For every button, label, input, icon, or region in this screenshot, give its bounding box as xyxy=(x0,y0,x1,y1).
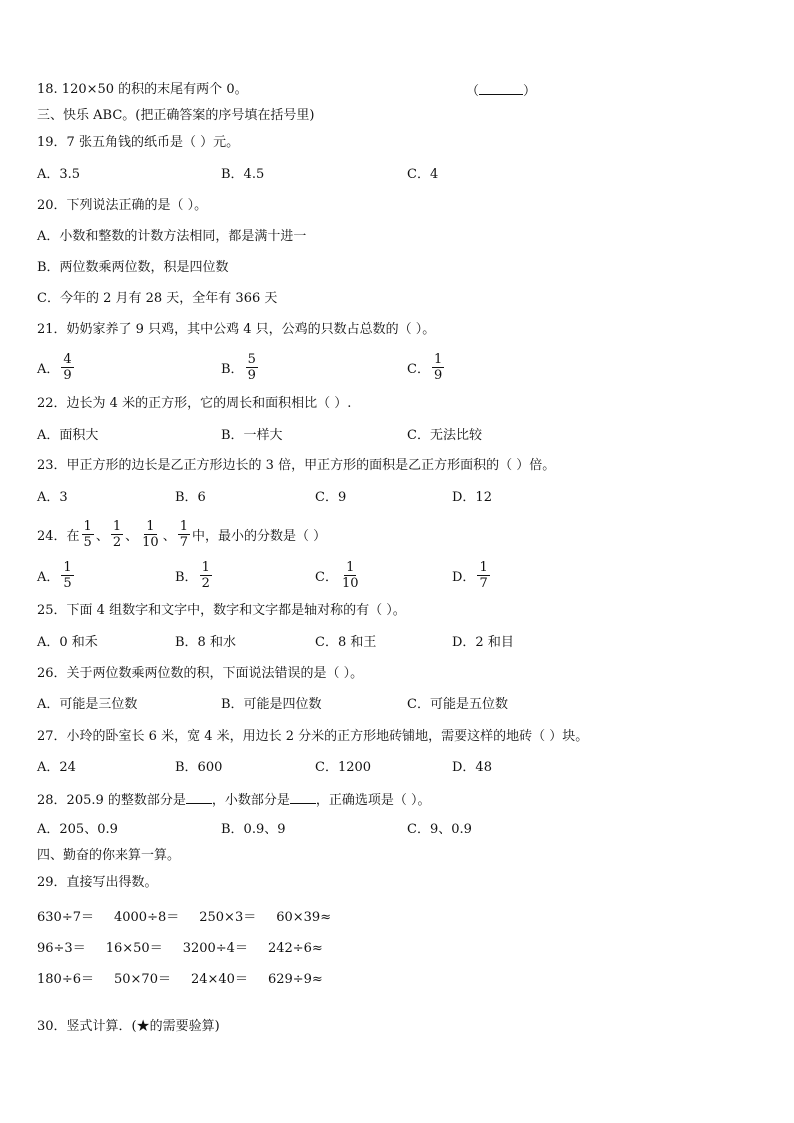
fraction: $\frac{1}{7}$ xyxy=(479,559,488,591)
fraction: $\frac{5}{9}$ xyxy=(247,351,256,383)
fraction: $\frac{1}{7}$ xyxy=(179,518,188,550)
calc-item: 250×3＝ xyxy=(199,910,257,925)
q21-option-b[interactable]: B． $\frac{5}{9}$ xyxy=(221,351,256,383)
calc-item: 24×40＝ xyxy=(190,972,248,987)
fraction: $\frac{1}{10}$ xyxy=(341,559,359,591)
q29-row-2 xyxy=(37,937,343,956)
q27-stem: 27．小玲的卧室长 6 米，宽 4 米，用边长 2 分米的正方形地砖铺地，需要这样的地砖（ ）块。 xyxy=(37,729,589,744)
q25-option-b[interactable]: B．8 和水 xyxy=(175,635,236,650)
q25-option-a[interactable]: A．0 和禾 xyxy=(37,635,98,650)
q29-row-3 xyxy=(37,968,343,987)
q23-option-a[interactable]: A．3 xyxy=(37,490,68,505)
q24-option-a[interactable]: A． $\frac{1}{5}$ xyxy=(37,559,72,591)
calc-item: 60×39≈ xyxy=(276,910,332,925)
q19-stem: 19．7 张五角钱的纸币是（ ）元。 xyxy=(37,135,240,150)
q22-option-b[interactable]: B．一样大 xyxy=(221,428,283,443)
q28-option-b[interactable]: B．0.9、9 xyxy=(221,822,286,837)
q20-option-b[interactable]: B．两位数乘两位数，积是四位数 xyxy=(37,260,229,275)
calc-item: 180÷6＝ xyxy=(37,972,94,987)
q21-option-c[interactable]: C． $\frac{1}{9}$ xyxy=(407,351,443,383)
q18-text: 18. 120×50 的积的末尾有两个 0。 xyxy=(37,82,248,97)
fraction: $\frac{1}{2}$ xyxy=(201,559,210,591)
q21-option-a[interactable]: A． $\frac{4}{9}$ xyxy=(37,351,72,383)
q24-option-c[interactable]: C． $\frac{1}{10}$ xyxy=(315,559,359,591)
q20-stem: 20．下列说法正确的是（ ）。 xyxy=(37,198,208,213)
q21-stem: 21．奶奶家养了 9 只鸡，其中公鸡 4 只，公鸡的只数占总数的（ ）。 xyxy=(37,322,436,337)
q25-stem: 25．下面 4 组数字和文字中，数字和文字都是轴对称的有（ ）。 xyxy=(37,603,406,618)
q30-stem: 30．竖式计算．(★的需要验算) xyxy=(37,1019,220,1034)
q23-option-c[interactable]: C．9 xyxy=(315,490,347,505)
q24-option-d[interactable]: D． $\frac{1}{7}$ xyxy=(452,559,488,591)
calc-item: 242÷6≈ xyxy=(267,941,323,956)
q29-row-1 xyxy=(37,906,351,925)
q25-option-d[interactable]: D．2 和目 xyxy=(452,635,514,650)
q22-option-c[interactable]: C．无法比较 xyxy=(407,428,482,443)
fraction: $\frac{1}{9}$ xyxy=(433,351,443,383)
q24-option-b[interactable]: B． $\frac{1}{2}$ xyxy=(175,559,210,591)
q27-option-d[interactable]: D．48 xyxy=(452,760,492,775)
fraction: $\frac{1}{5}$ xyxy=(63,559,72,591)
q26-stem: 26．关于两位数乘两位数的积，下面说法错误的是（ ）。 xyxy=(37,666,364,681)
q23-option-b[interactable]: B．6 xyxy=(175,490,206,505)
q26-option-b[interactable]: B．可能是四位数 xyxy=(221,697,322,712)
calc-item: 50×70＝ xyxy=(113,972,171,987)
fraction: $\frac{1}{10}$ xyxy=(142,518,159,550)
calc-item: 16×50＝ xyxy=(105,941,163,956)
q20-option-c[interactable]: C．今年的 2 月有 28 天，全年有 366 天 xyxy=(37,291,278,306)
question-18 xyxy=(37,82,248,98)
q23-stem: 23．甲正方形的边长是乙正方形边长的 3 倍，甲正方形的面积是乙正方形面积的（ ）倍。 xyxy=(37,458,556,473)
q28-integer-blank[interactable] xyxy=(186,791,212,804)
q26-option-c[interactable]: C．可能是五位数 xyxy=(407,697,508,712)
q28-option-c[interactable]: C．9、0.9 xyxy=(407,822,472,837)
calc-item: 630÷7＝ xyxy=(37,910,94,925)
calc-item: 629÷9≈ xyxy=(267,972,323,987)
calc-item: 3200÷4＝ xyxy=(182,941,248,956)
q29-stem: 29．直接写出得数。 xyxy=(37,875,158,890)
calc-item: 4000÷8＝ xyxy=(113,910,180,925)
q23-option-d[interactable]: D．12 xyxy=(452,490,492,505)
fraction: $\frac{1}{5}$ xyxy=(83,518,92,550)
q22-stem: 22．边长为 4 米的正方形，它的周长和面积相比（ ）. xyxy=(37,396,352,411)
q18-answer-blank[interactable]: （ ） xyxy=(466,84,537,99)
q19-option-a[interactable]: A．3.5 xyxy=(37,167,81,182)
q20-option-a[interactable]: A．小数和整数的计数方法相同，都是满十进一 xyxy=(37,229,307,244)
q27-option-c[interactable]: C．1200 xyxy=(315,760,372,775)
q27-option-a[interactable]: A．24 xyxy=(37,760,76,775)
q26-option-a[interactable]: A．可能是三位数 xyxy=(37,697,138,712)
fraction: $\frac{4}{9}$ xyxy=(63,351,72,383)
q25-option-c[interactable]: C．8 和王 xyxy=(315,635,377,650)
q19-option-c[interactable]: C．4 xyxy=(407,167,439,182)
q28-decimal-blank[interactable] xyxy=(290,791,316,804)
q22-option-a[interactable]: A．面积大 xyxy=(37,428,99,443)
q28-option-a[interactable]: A．205、0.9 xyxy=(37,822,118,837)
calc-item: 96÷3＝ xyxy=(37,941,86,956)
q19-option-b[interactable]: B．4.5 xyxy=(221,167,265,182)
section-3-title: 三、快乐 ABC。(把正确答案的序号填在括号里) xyxy=(37,108,315,123)
q27-option-b[interactable]: B．600 xyxy=(175,760,223,775)
fraction: $\frac{1}{2}$ xyxy=(112,518,122,550)
section-4-title: 四、勤奋的你来算一算。 xyxy=(37,848,181,863)
q28-stem: 28．205.9 的整数部分是 ，小数部分是 ，正确选项是（ ）。 xyxy=(37,793,431,808)
